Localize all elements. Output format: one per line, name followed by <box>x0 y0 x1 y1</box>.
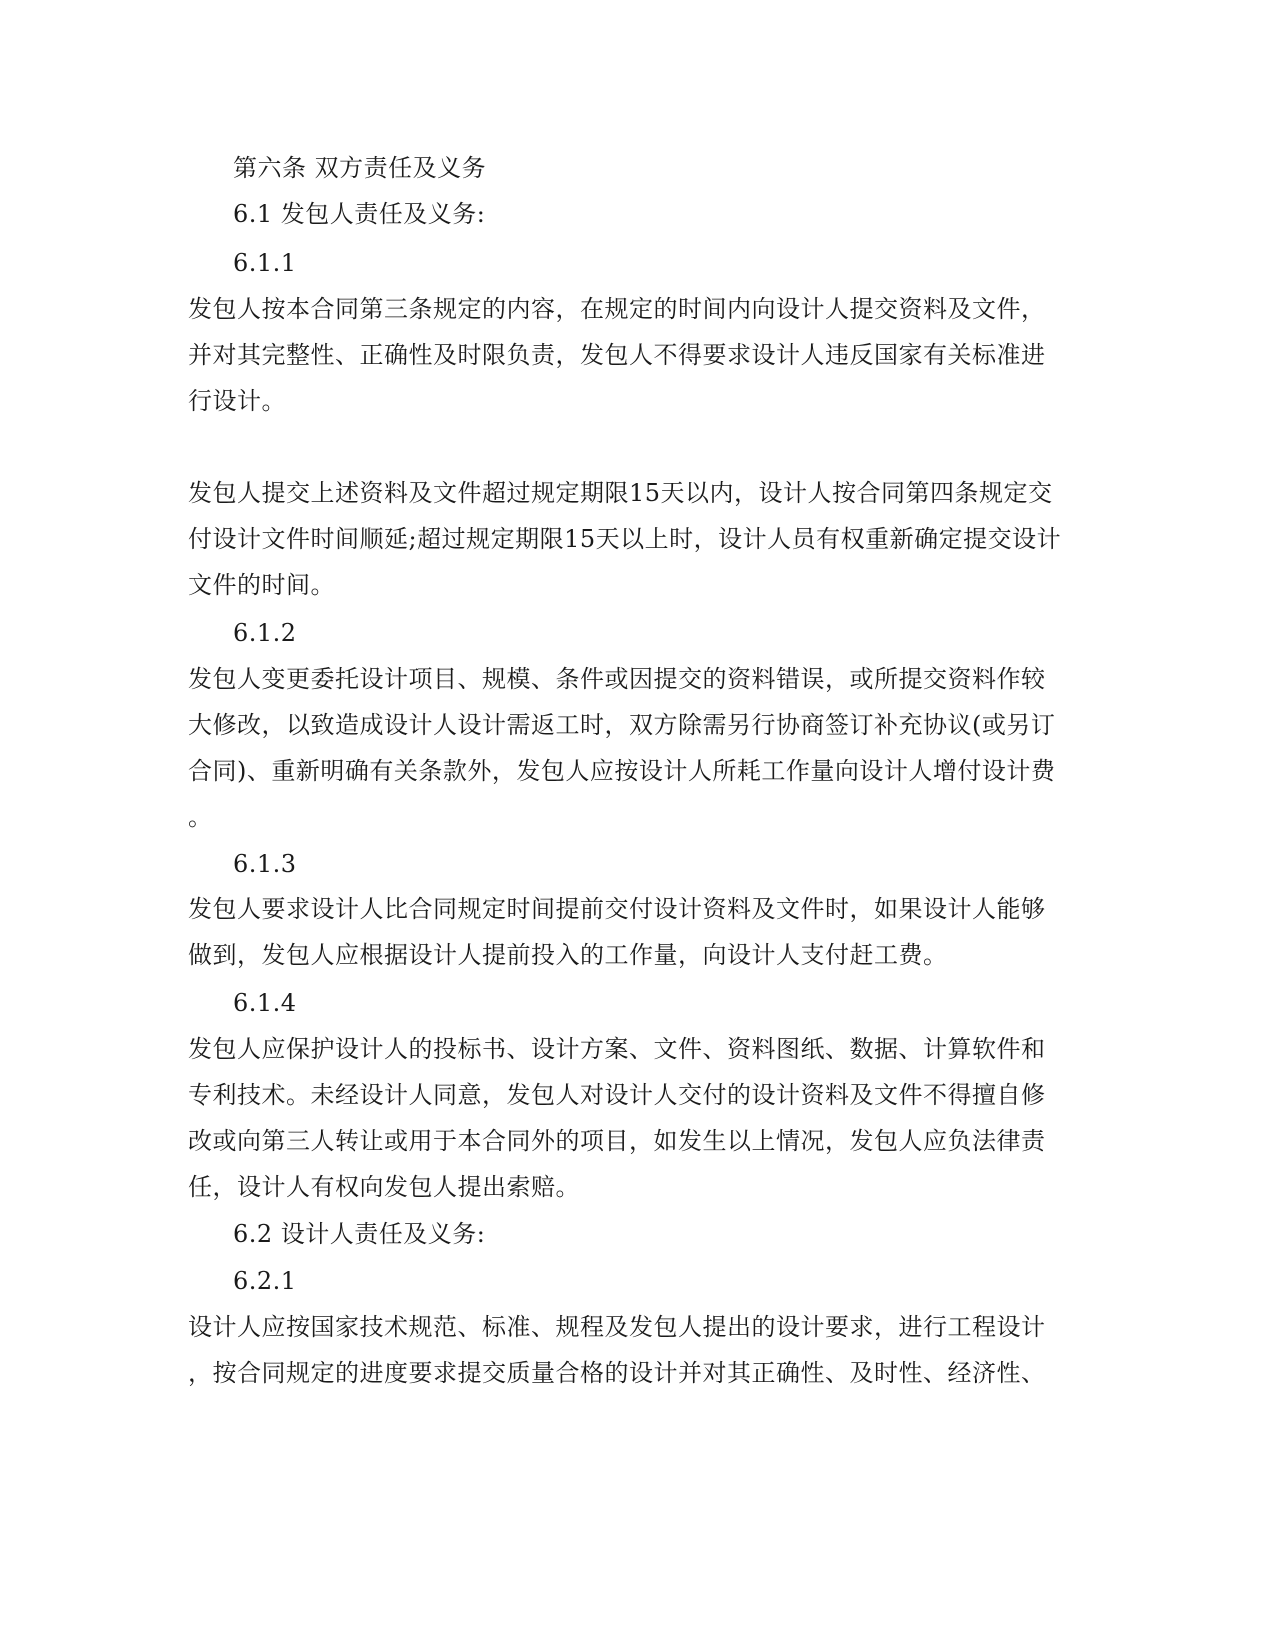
clause-text-line: ，按合同规定的进度要求提交质量合格的设计并对其正确性、及时性、经济性、 <box>188 1359 1046 1387</box>
clause-text-line: 改或向第三人转让或用于本合同外的项目，如发生以上情况，发包人应负法律责 <box>188 1127 1046 1155</box>
section-heading-6-1: 6.1 发包人责任及义务: <box>233 200 486 228</box>
clause-text-line: 设计人应按国家技术规范、标准、规程及发包人提出的设计要求，进行工程设计 <box>188 1313 1046 1341</box>
clause-text-line: 专利技术。未经设计人同意，发包人对设计人交付的设计资料及文件不得擅自修 <box>188 1081 1046 1109</box>
clause-number-6-2-1: 6.2.1 <box>233 1267 297 1295</box>
article-heading: 第六条 双方责任及义务 <box>233 154 487 182</box>
clause-number-6-1-1: 6.1.1 <box>233 249 297 277</box>
clause-text-line: 付设计文件时间顺延;超过规定期限15天以上时，设计人员有权重新确定提交设计 <box>188 525 1062 553</box>
clause-text-line: 发包人变更委托设计项目、规模、条件或因提交的资料错误，或所提交资料作较 <box>188 665 1046 693</box>
clause-number-6-1-4: 6.1.4 <box>233 989 297 1017</box>
clause-text-line: 大修改，以致造成设计人设计需返工时，双方除需另行协商签订补充协议(或另订 <box>188 711 1056 739</box>
clause-text-line: 文件的时间。 <box>188 571 335 599</box>
clause-text-line: 做到，发包人应根据设计人提前投入的工作量，向设计人支付赶工费。 <box>188 941 948 969</box>
clause-text-line: 合同)、重新明确有关条款外，发包人应按设计人所耗工作量向设计人增付设计费 <box>188 757 1056 785</box>
section-heading-6-2: 6.2 设计人责任及义务: <box>233 1220 486 1248</box>
clause-text-line: 并对其完整性、正确性及时限负责，发包人不得要求设计人违反国家有关标准进 <box>188 341 1046 369</box>
clause-text-line: 任，设计人有权向发包人提出索赔。 <box>188 1173 580 1201</box>
clause-number-6-1-3: 6.1.3 <box>233 850 297 878</box>
clause-number-6-1-2: 6.1.2 <box>233 619 297 647</box>
clause-text-line: 发包人要求设计人比合同规定时间提前交付设计资料及文件时，如果设计人能够 <box>188 895 1046 923</box>
clause-text-line: 发包人应保护设计人的投标书、设计方案、文件、资料图纸、数据、计算软件和 <box>188 1035 1046 1063</box>
clause-text-line: 发包人提交上述资料及文件超过规定期限15天以内，设计人按合同第四条规定交 <box>188 479 1053 507</box>
clause-text-line: 发包人按本合同第三条规定的内容，在规定的时间内向设计人提交资料及文件， <box>188 295 1046 323</box>
clause-text-line: 。 <box>188 803 213 831</box>
clause-text-line: 行设计。 <box>188 387 286 415</box>
